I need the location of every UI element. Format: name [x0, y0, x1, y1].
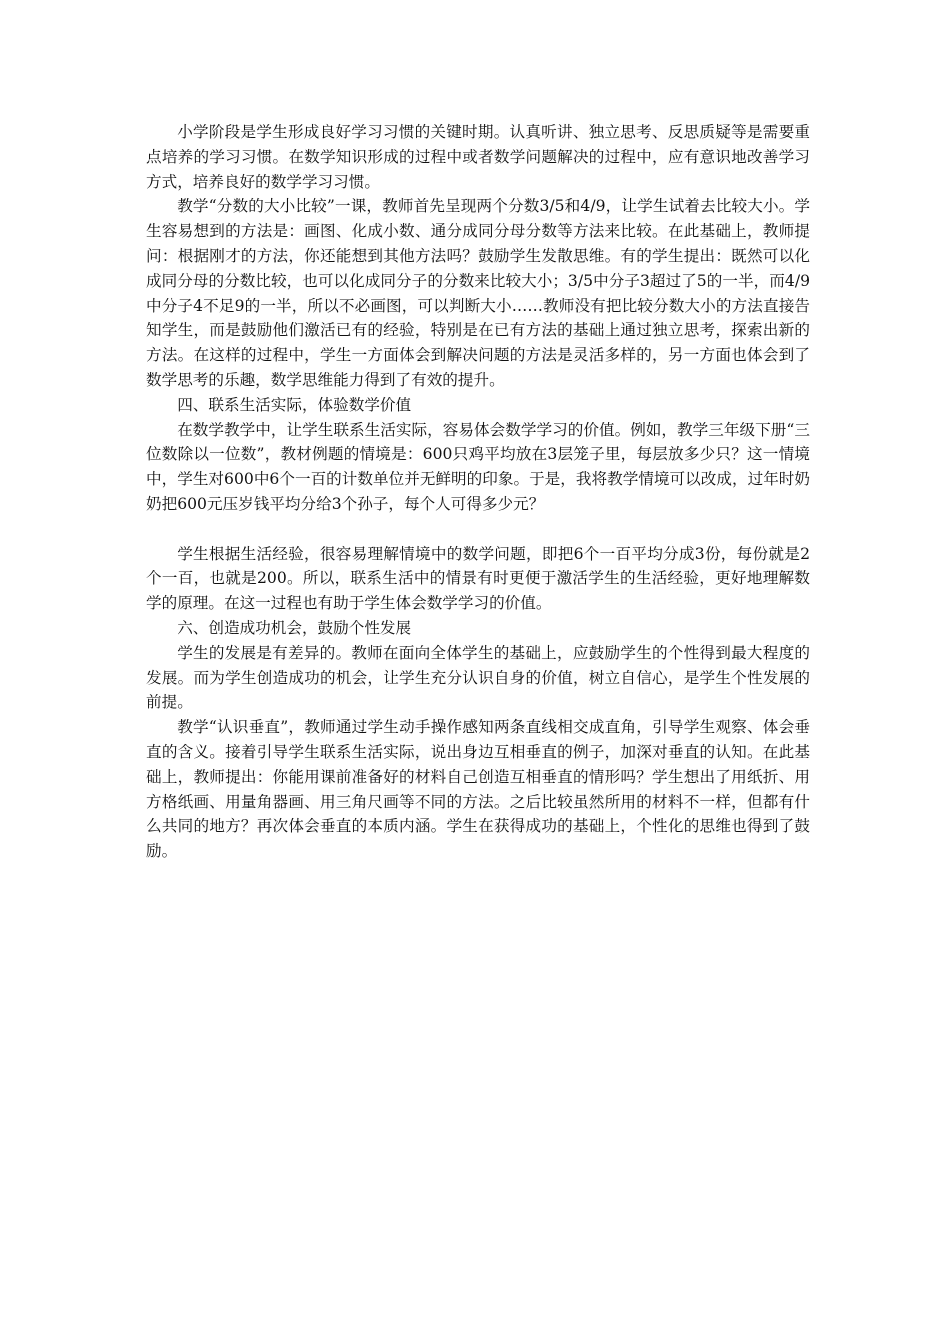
paragraph-real-life-example: 在数学教学中，让学生联系生活实际，容易体会数学学习的价值。例如，教学三年级下册“三位数除以一位数”，教材例题的情境是：600只鸡平均放在3层笼子里，每层放多少只？这一情境中，学生对600中6个一百的计数单位并无鲜明的印象。于是，我将教学情境可以改成，过年时奶奶把600元压岁钱平均分给3个孙子，每个人可得多少元？ [146, 420, 810, 513]
paragraph-study-habits: 小学阶段是学生形成良好学习习惯的关键时期。认真听讲、独立思考、反思质疑等是需要重点培养的学习习惯。在数学知识形成的过程中或者数学问题解决的过程中，应有意识地改善学习方式，培养良好的数学学习习惯。 [146, 123, 810, 191]
paragraph-perpendicular-lesson: 教学“认识垂直”，教师通过学生动手操作感知两条直线相交成直角，引导学生观察、体会垂直的含义。接着引导学生联系生活实际，说出身边互相垂直的例子，加深对垂直的认知。在此基础上，教师提出：你能用课前准备好的材料自己创造互相垂直的情形吗？学生想出了用纸折、用方格纸画、用量角器画、用三角尺画等不同的方法。之后比较虽然所用的材料不一样，但都有什么共同的地方？再次体会垂直的本质内涵。学生在获得成功的基础上，个性化的思维也得到了鼓励。 [146, 718, 810, 861]
section-heading-six: 六、创造成功机会，鼓励个性发展 [177, 618, 412, 637]
paragraph-real-life-understanding: 学生根据生活经验，很容易理解情境中的数学问题，即把6个一百平均分成3份，每份就是2个一百，也就是200。所以，联系生活中的情景有时更便于激活学生的生活经验，更好地理解数学的原理。在这一过程也有助于学生体会数学学习的价值。 [146, 544, 810, 613]
section-heading-four: 四、联系生活实际，体验数学价值 [177, 395, 412, 414]
blank-line [146, 517, 810, 542]
document-body [146, 120, 810, 864]
paragraph-individual-development: 学生的发展是有差异的。教师在面向全体学生的基础上，应鼓励学生的个性得到最大程度的发展。而为学生创造成功的机会，让学生充分认识自身的价值，树立自信心，是学生个性发展的前提。 [146, 643, 810, 712]
paragraph-fraction-comparison: 教学“分数的大小比较”一课，教师首先呈现两个分数3/5和4/9，让学生试着去比较大小。学生容易想到的方法是：画图、化成小数、通分成同分母分数等方法来比较。在此基础上，教师提问：根据刚才的方法，你还能想到其他方法吗？鼓励学生发散思维。有的学生提出：既然可以化成同分母的分数比较，也可以化成同分子的分数来比较大小；3/5中分子3超过了5的一半，而4/9中分子4不足9的一半，所以不必画图，可以判断大小……教师没有把比较分数大小的方法直接告知学生，而是鼓励他们激活已有的经验，特别是在已有方法的基础上通过独立思考，探索出新的方法。在这样的过程中，学生一方面体会到解决问题的方法是灵活多样的，另一方面也体会到了数学思考的乐趣，数学思维能力得到了有效的提升。 [146, 197, 810, 389]
